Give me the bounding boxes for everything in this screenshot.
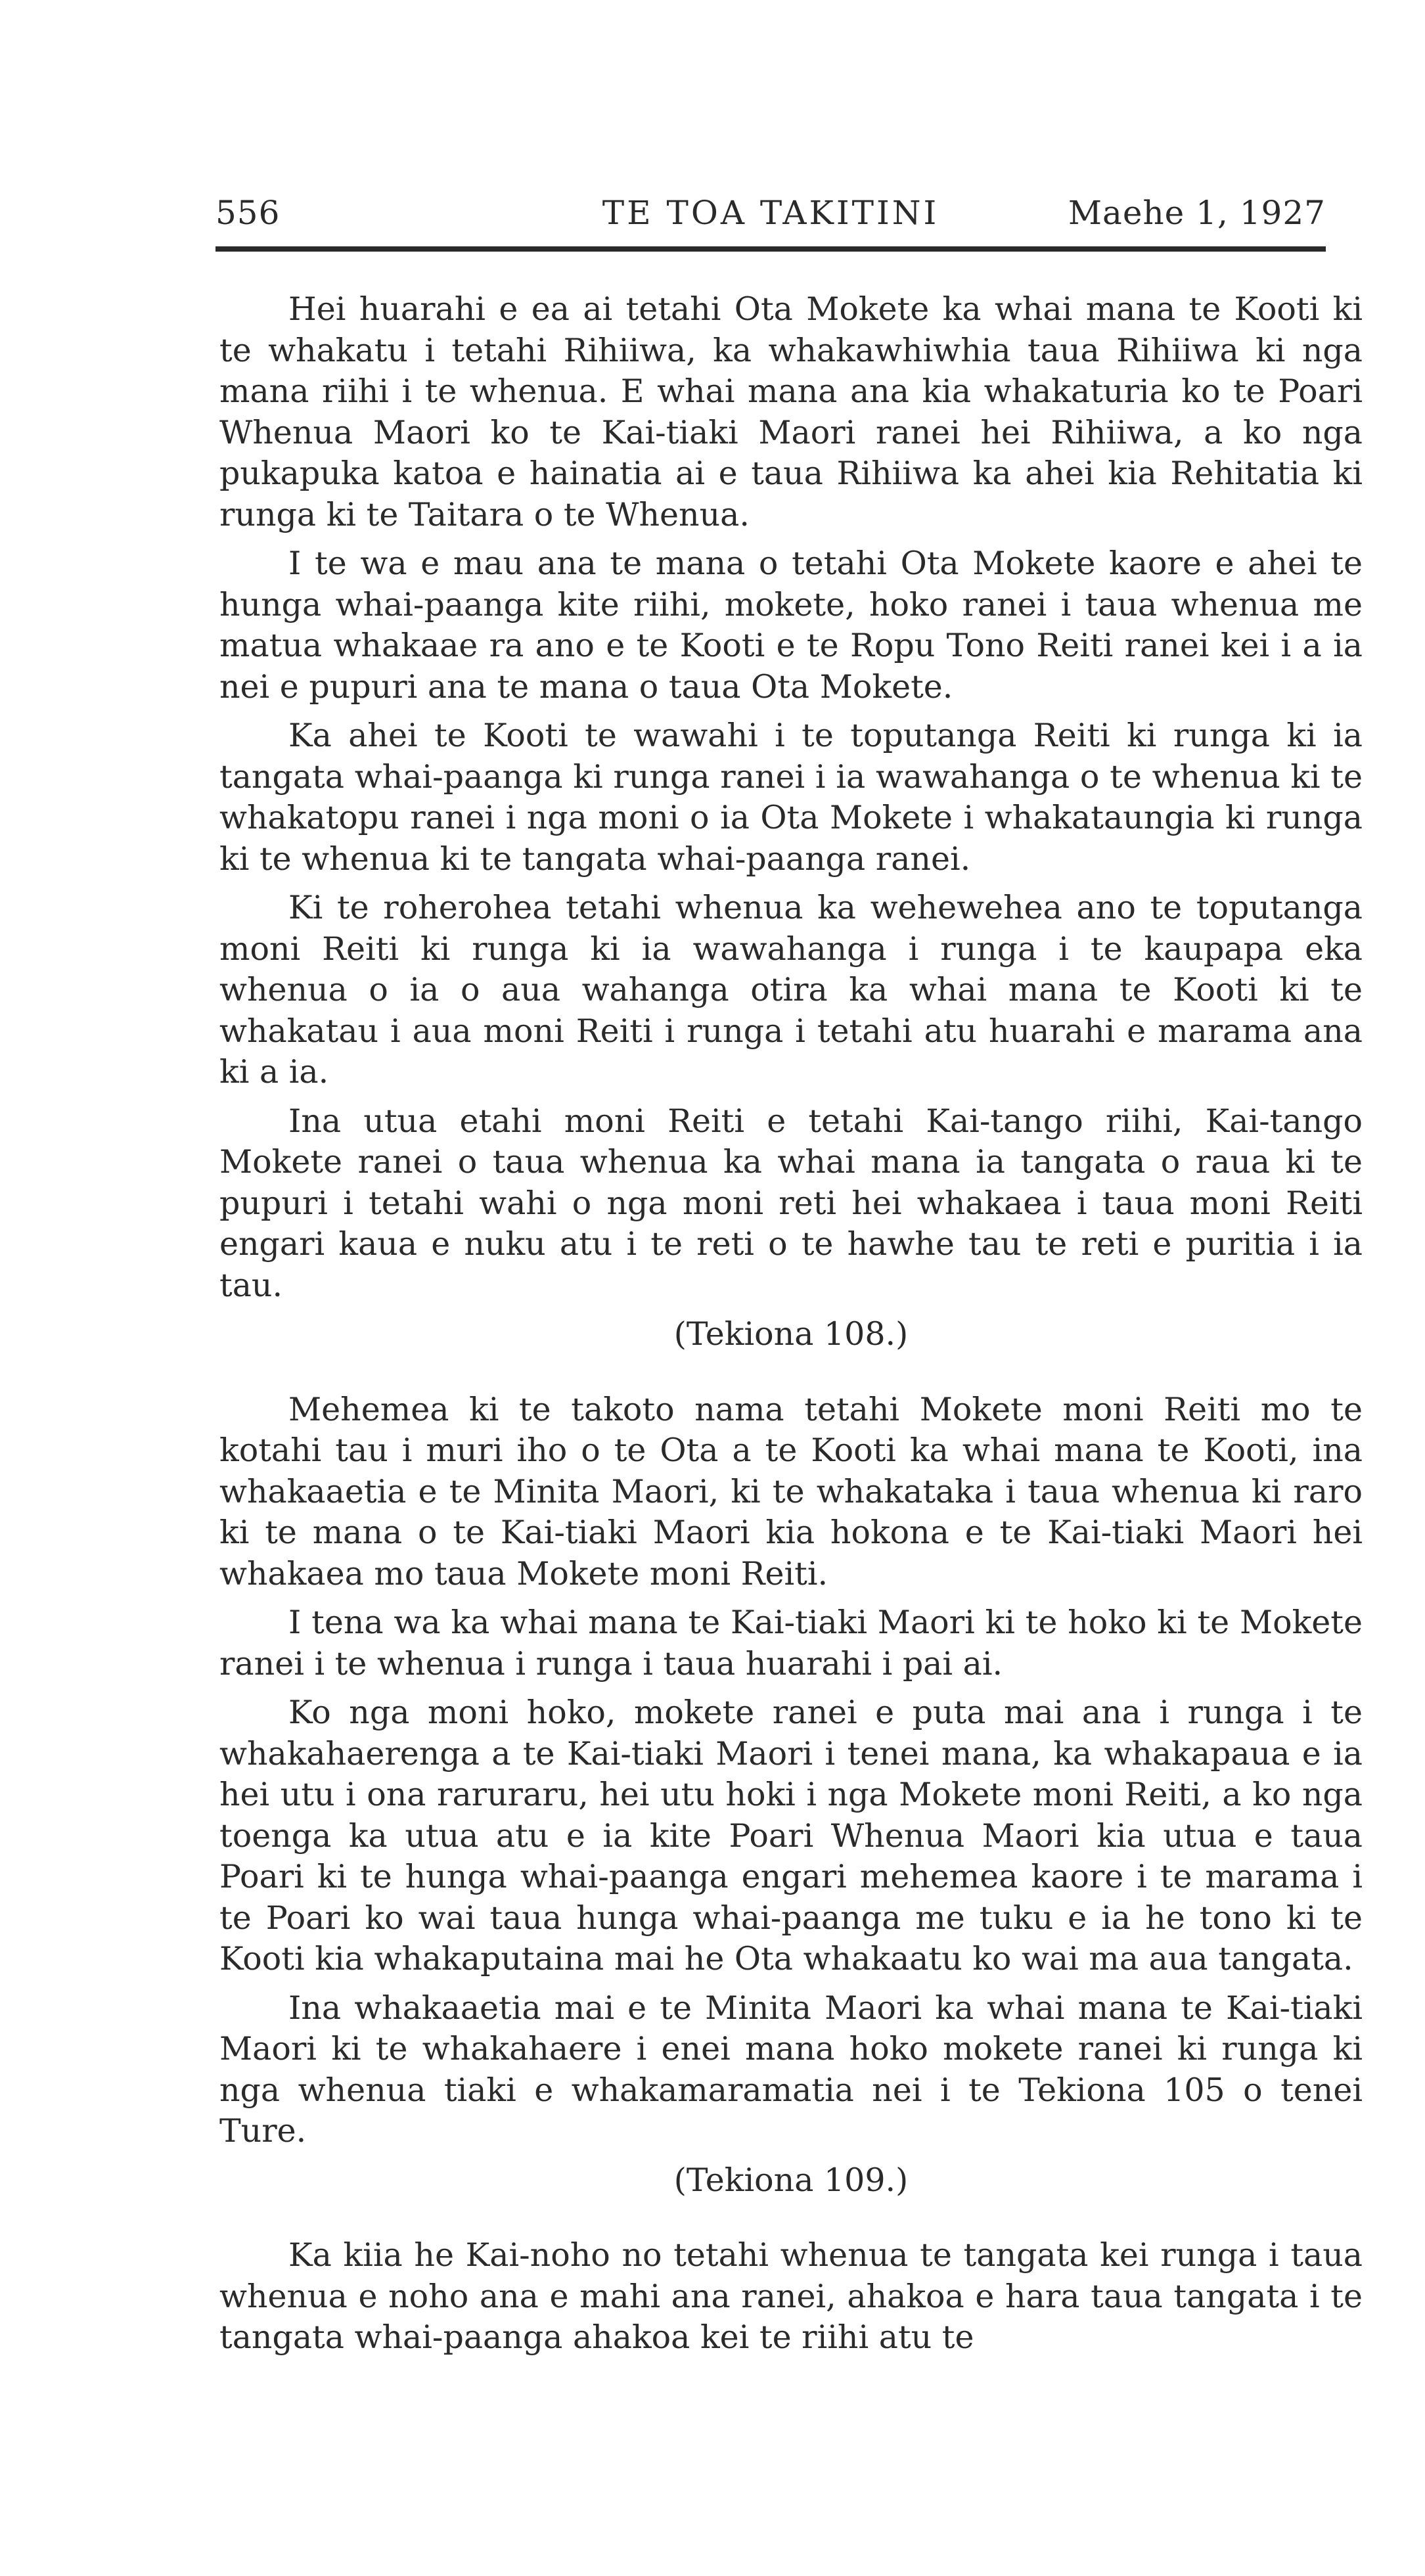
paragraph: Mehemea ki te takoto nama tetahi Mokete moni Reiti mo te kotahi tau i muri iho o te Ota a te Kooti ka whai mana te Kooti, ina whakaaetia e te Minita Maori, ki te whakataka i taua whenua ki raro ki te mana o te Kai-tiaki Maori kia hokona e te Kai-tiaki Maori hei whakaea mo taua Mokete moni Reiti. bbox=[219, 1390, 1363, 1593]
page-header bbox=[215, 194, 1326, 240]
paragraph: Ko nga moni hoko, mokete ranei e puta mai ana i runga i te whakahaerenga a te Kai-tiaki Maori i tenei mana, ka whakapaua e ia hei utu i ona raruraru, hei utu hoki i nga Mokete moni Reiti, a ko nga toenga ka utua atu e ia kite Poari Whenua Maori kia utua e taua Poari ki te hunga whai-paanga engari mehemea kaore i te marama i te Poari ko wai taua hunga whai-paanga me tuku e ia he tono ki te Kooti kia whakaputaina mai he Ota whakaatu ko wai ma aua tangata. bbox=[219, 1694, 1363, 1977]
section-heading: (Tekiona 108.) bbox=[673, 1315, 909, 1353]
paragraph: Ina utua etahi moni Reiti e tetahi Kai-tango riihi, Kai-tango Mokete ranei o taua whenua ka whai mana ia tangata o raua ki te pupuri i tetahi wahi o nga moni reti hei whakaea i taua moni Reiti engari kaua e nuku atu i te reti o te hawhe tau te reti e puritia i ia tau. bbox=[219, 1102, 1363, 1304]
page-number: 556 bbox=[215, 194, 281, 232]
paragraph: Ka ahei te Kooti te wawahi i te toputanga Reiti ki runga ki ia tangata whai-paanga ki runga ranei i ia wawahanga o te whenua ki te whakatopu ranei i nga moni o ia Ota Mokete i whakataungia ki runga ki te whenua ki te tangata whai-paanga ranei. bbox=[219, 717, 1363, 878]
header-rule bbox=[215, 246, 1326, 252]
article-body bbox=[219, 289, 1363, 2359]
paragraph: Hei huarahi e ea ai tetahi Ota Mokete ka whai mana te Kooti ki te whakatu i tetahi Rihiiwa, ka whakawhiwhia taua Rihiiwa ki nga mana riihi i te whenua. E whai mana ana kia whakaturia ko te Poari Whenua Maori ko te Kai-tiaki Maori ranei hei Rihiiwa, a ko nga pukapuka katoa e hainatia ai e taua Rihiiwa ka ahei kia Rehitatia ki runga ki te Taitara o te Whenua. bbox=[219, 290, 1363, 533]
issue-date: Maehe 1, 1927 bbox=[1068, 194, 1326, 232]
paragraph: Ka kiia he Kai-noho no tetahi whenua te tangata kei runga i taua whenua e noho ana e mahi ana ranei, ahakoa e hara taua tangata i te tangata whai-paanga ahakoa kei te riihi atu te bbox=[219, 2236, 1363, 2356]
section-heading: (Tekiona 109.) bbox=[673, 2161, 909, 2199]
paragraph: I te wa e mau ana te mana o tetahi Ota Mokete kaore e ahei te hunga whai-paanga kite riihi, mokete, hoko ranei i taua whenua me matua whakaae ra ano e te Kooti e te Ropu Tono Reiti ranei kei i a ia nei e pupuri ana te mana o taua Ota Mokete. bbox=[219, 545, 1363, 706]
paragraph: Ina whakaaetia mai e te Minita Maori ka whai mana te Kai-tiaki Maori ki te whakahaere i enei mana hoko mokete ranei ki runga ki nga whenua tiaki e whakamaramatia nei i te Tekiona 105 o tenei Ture. bbox=[219, 1989, 1363, 2150]
paragraph: Ki te roherohea tetahi whenua ka wehewehea ano te toputanga moni Reiti ki runga ki ia wawahanga i runga i te kaupapa eka whenua o ia o aua wahanga otira ka whai mana te Kooti ki te whakatau i aua moni Reiti i runga i tetahi atu huarahi e marama ana ki a ia. bbox=[219, 889, 1363, 1091]
running-title: TE TOA TAKITINI bbox=[602, 194, 939, 232]
paragraph: I tena wa ka whai mana te Kai-tiaki Maori ki te hoko ki te Mokete ranei i te whenua i runga i taua huarahi i pai ai. bbox=[219, 1604, 1363, 1683]
